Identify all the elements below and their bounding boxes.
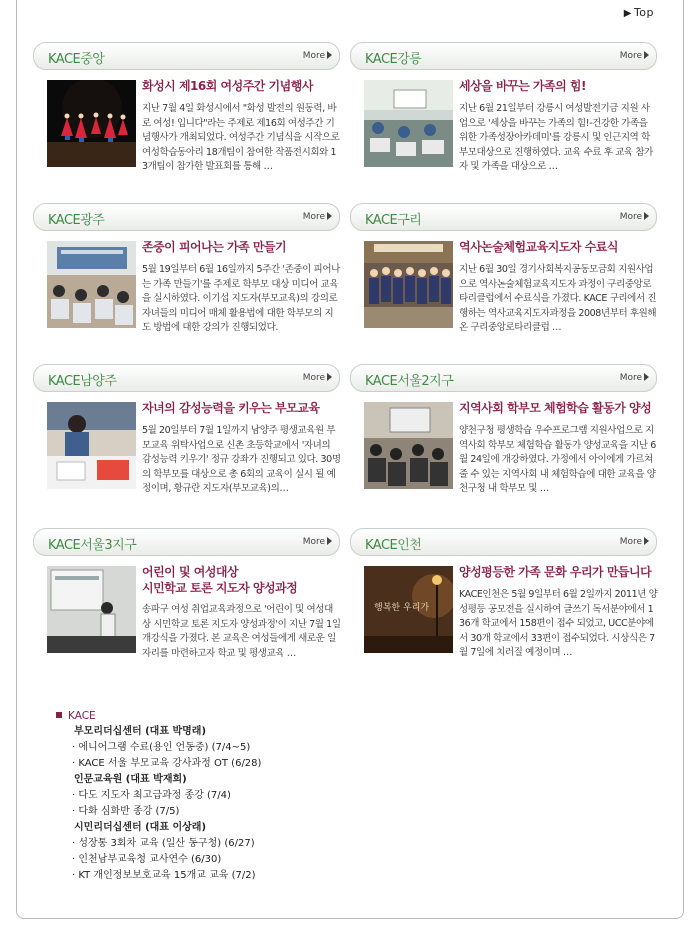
news-card-kace-namyangju	[33, 364, 340, 524]
more-button[interactable]: More	[620, 212, 649, 222]
article-title[interactable]: 양성평등한 가족 문화 우리가 만듭니다	[459, 565, 652, 579]
list-item[interactable]: · 성장통 3회차 교육 (일산 동구청) (6/27)	[72, 838, 255, 849]
card-header	[350, 203, 657, 231]
article-thumbnail-workshop[interactable]	[47, 402, 136, 489]
triangle-right-icon	[327, 537, 332, 545]
list-item[interactable]: · 다도 지도자 최고급과정 종강 (7/4)	[72, 790, 231, 801]
article-title[interactable]: 자녀의 감성능력을 키우는 부모교육	[142, 401, 320, 415]
svg-text:행복한 우리가: 행복한 우리가	[374, 603, 430, 613]
triangle-right-icon: ▶	[623, 8, 632, 19]
triangle-right-icon	[644, 373, 649, 381]
article-title[interactable]: 어린이 및 여성대상 시민학교 토론 지도자 양성과정	[142, 565, 298, 595]
more-button[interactable]: More	[303, 373, 332, 383]
card-header	[350, 364, 657, 392]
list-item[interactable]: · KACE 서울 부모교육 강사과정 OT (6/28)	[72, 758, 262, 769]
article-thumbnail-dance[interactable]	[47, 80, 136, 167]
triangle-right-icon	[327, 51, 332, 59]
article-title[interactable]: 역사논술체험교육지도자 수료식	[459, 240, 618, 254]
article-summary: 5월 20일부터 7월 1일까지 남양주 평생교육원 부모교육 위탁사업으로 신촌 초등학교에서 '자녀의 감성능력 키우기' 정규 강좌가 진행되고 있다. 30명의 학부모를 대상으로 총 6회의 교육이 실시 될 예정이며, 황규란 지도자(부모교육)의…	[142, 425, 341, 494]
card-region-title[interactable]: KACE강릉	[365, 52, 422, 67]
more-button[interactable]: More	[303, 212, 332, 222]
card-region-title[interactable]: KACE구리	[365, 213, 422, 228]
article-summary: 5월 19일부터 6월 16일까지 5주간 '존중이 피어나는 가족 만들기'를 주제로 학부모 대상 미디어 교육을 실시하였다. 이기섭 지도자(부모교육)의 강의로 자녀들의 미디어 매체 활용법에 대한 학부모의 지도 방법에 대한 강의가 진행되었다.	[142, 264, 340, 333]
article-summary: 지난 6월 21일부터 강릉시 여성발전기금 지원 사업으로 '세상을 바꾸는 가족의 힘!-건강한 가족을 위한 가족성장아카데미'를 강릉시 및 인근지역 학부모대상으로 진행하였다. 교육 수료 후 교육 참가자 및 가족을 대상으로 …	[459, 103, 653, 172]
article-thumbnail-classroom[interactable]	[364, 80, 453, 167]
kace-center-news-list	[56, 708, 261, 884]
list-item[interactable]: · 인천남부교육청 교사연수 (6/30)	[72, 854, 222, 865]
article-thumbnail-lecture[interactable]	[47, 241, 136, 328]
news-card-kace-incheon	[350, 528, 657, 688]
card-header	[350, 42, 657, 70]
article-summary: 지난 6월 30일 경기사회복지공동모금회 지원사업으로 역사논술체험교육지도자 과정이 구리중앙로타리클럽에서 수료식을 가졌다. KACE 구리에서 진행하는 역사교육지도자과정을 2008년부터 후원해온 구리중앙로타리클럽 …	[459, 264, 657, 333]
square-bullet-icon	[56, 712, 62, 718]
news-card-kace-guri	[350, 203, 657, 363]
more-button[interactable]: More	[303, 51, 332, 61]
article-title[interactable]: 존중이 피어나는 가족 만들기	[142, 240, 287, 254]
article-thumbnail-poster[interactable]	[364, 566, 453, 653]
card-region-title[interactable]: KACE남양주	[48, 374, 117, 389]
news-card-kace-central	[33, 42, 340, 202]
news-card-kace-gangneung	[350, 42, 657, 202]
group-title: 시민리더십센터 (대표 이상래)	[74, 822, 207, 833]
more-button[interactable]: More	[620, 51, 649, 61]
article-summary: KACE인천은 5월 9일부터 6월 2일까지 2011년 양성평등 공모전을 실시하여 글쓰기 독서분야에서 136개 학교에서 158편이 접수 되었고, UCC분야에서 30개 학교에서 33편이 접수되었다. 시상식은 7월 7일에 치러질 예정이며 …	[459, 589, 658, 658]
more-button[interactable]: More	[620, 537, 649, 547]
article-summary: 송파구 여성 취업교육과정으로 '어린이 및 여성대상 시민학교 토론 지도자 양성과정'이 지난 7월 1일 개강식을 가졌다. 본 교육은 여성들에게 새로운 일자리를 마련하고자 학교 및 평생교육 …	[142, 604, 341, 659]
article-title[interactable]: 지역사회 학부모 체험학습 활동가 양성	[459, 401, 652, 415]
article-title[interactable]: 화성시 제16회 여성주간 기념행사	[142, 79, 313, 93]
more-button[interactable]: More	[303, 537, 332, 547]
card-region-title[interactable]: KACE광주	[48, 213, 105, 228]
article-summary: 지난 7월 4일 화성시에서 "화성 발전의 원동력, 바로 여성! 입니다"라는 주제로 제16회 여성주간 기념행사가 개최되었다. 여성주간 기념식을 시작으로 여성학습동아리 18개팀이 참여한 작품전시회와 13개팀이 참가한 발표회를 통해 …	[142, 103, 340, 172]
article-thumbnail-presentation[interactable]	[47, 566, 136, 653]
list-item[interactable]: · 다화 심화반 종강 (7/5)	[72, 806, 180, 817]
more-button[interactable]: More	[620, 373, 649, 383]
news-card-kace-seoul2	[350, 364, 657, 524]
card-header	[33, 528, 340, 556]
article-thumbnail-seminar[interactable]	[364, 402, 453, 489]
article-summary: 양천구청 평생학습 우수프로그램 지원사업으로 지역사회 학부모 체험학습 활동가 양성교육을 지난 6월 24일에 개강하였다. 가정에서 아이에게 가르쳐 줄 수 있는 지역사회 내 체험학습에 대한 교육을 양천구청 내 학부모 및 …	[459, 425, 656, 494]
list-heading: KACE	[56, 708, 261, 724]
list-item[interactable]: · KT 개인정보보호교육 15개교 교육 (7/2)	[72, 870, 256, 881]
triangle-right-icon	[327, 212, 332, 220]
card-header	[350, 528, 657, 556]
triangle-right-icon	[644, 537, 649, 545]
card-region-title[interactable]: KACE인천	[365, 538, 422, 553]
triangle-right-icon	[644, 51, 649, 59]
news-card-kace-seoul3	[33, 528, 340, 688]
triangle-right-icon	[644, 212, 649, 220]
news-card-kace-gwangju	[33, 203, 340, 363]
list-item[interactable]: · 에니어그램 수료(용인 언동중) (7/4~5)	[72, 742, 251, 753]
group-title: 인문교육원 (대표 박재희)	[74, 774, 187, 785]
card-region-title[interactable]: KACE서울2지구	[365, 374, 454, 389]
article-thumbnail-group-photo[interactable]	[364, 241, 453, 328]
card-region-title[interactable]: KACE중앙	[48, 52, 105, 67]
triangle-right-icon	[327, 373, 332, 381]
card-region-title[interactable]: KACE서울3지구	[48, 538, 137, 553]
top-link[interactable]: ▶ Top	[623, 6, 654, 19]
card-header	[33, 203, 340, 231]
article-title[interactable]: 세상을 바꾸는 가족의 힘!	[459, 79, 586, 93]
group-title: 부모리더십센터 (대표 박명래)	[74, 726, 207, 737]
card-header	[33, 364, 340, 392]
card-header	[33, 42, 340, 70]
